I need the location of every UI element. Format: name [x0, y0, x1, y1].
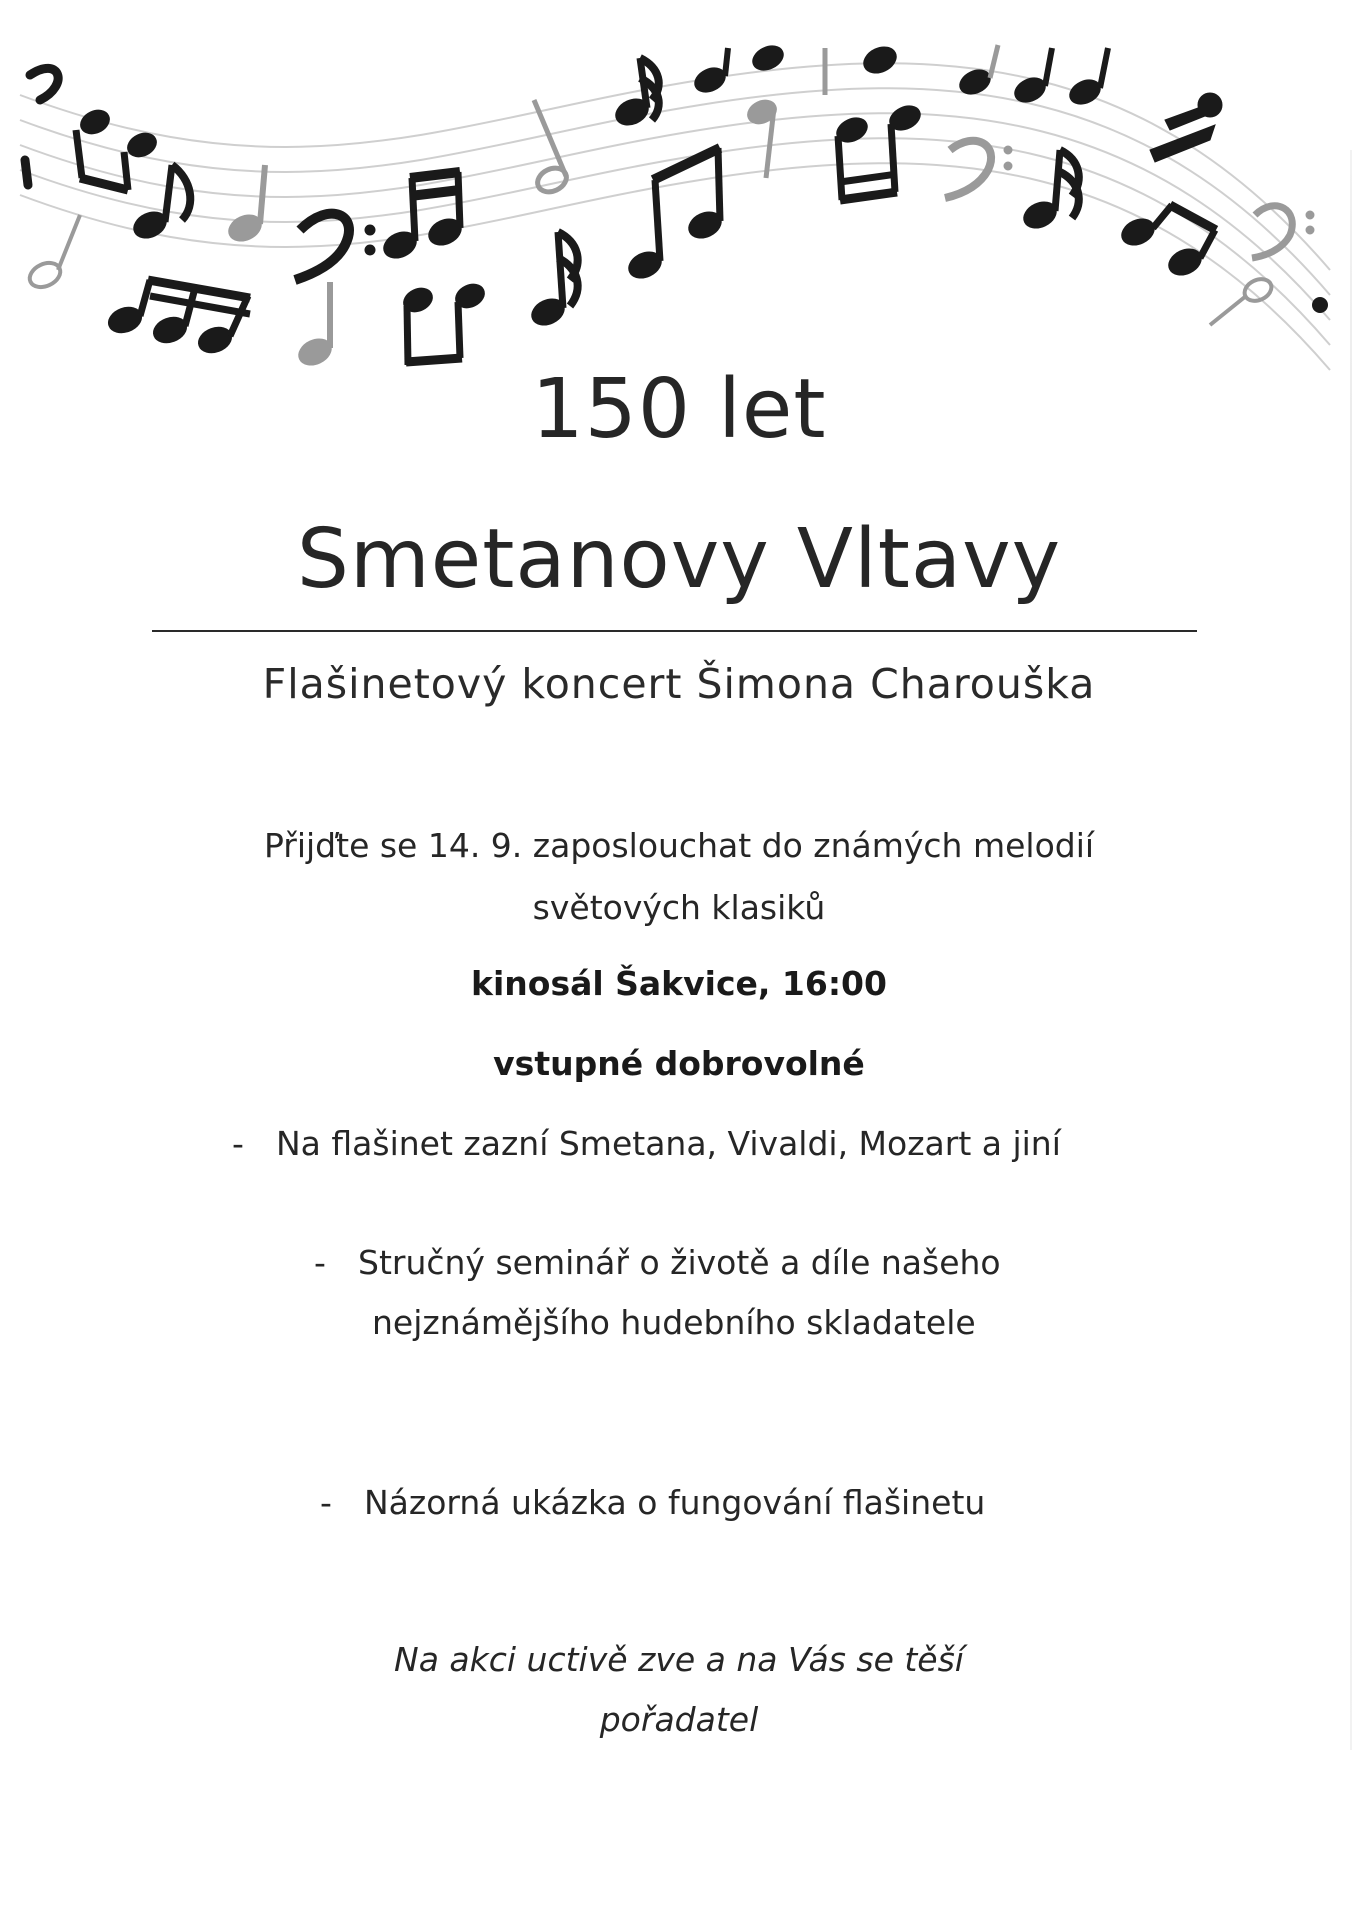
title-line-2: Smetanovy Vltavy	[296, 512, 1062, 607]
bullet-item-program	[232, 1124, 1061, 1163]
sixteenth-note-right-icon	[1020, 150, 1079, 233]
bullet-text: Na flašinet zazní Smetana, Vivaldi, Mozart a jiní	[276, 1124, 1061, 1163]
faded-quarter-note-center-icon	[744, 96, 780, 178]
bullet-item-demonstration	[320, 1483, 985, 1522]
faded-quarter-note-lower-icon	[295, 282, 336, 370]
quarter-notes-upper-right-icon	[956, 45, 1108, 109]
beamed-eighth-notes-center-icon	[625, 148, 726, 283]
music-notes-banner-icon	[0, 0, 1358, 380]
title-divider	[152, 630, 1197, 632]
beamed-notes-right-icon	[833, 101, 924, 200]
admission-note: vstupné dobrovolné	[493, 1044, 865, 1083]
treble-clef-left-icon	[25, 68, 58, 185]
faded-bass-clef-right-icon	[1210, 206, 1314, 325]
bullet-text: Stručný seminář o životě a díle našeho	[358, 1243, 1001, 1282]
faded-whole-note-left-icon	[26, 215, 80, 292]
invitation-line-1: Přijďte se 14. 9. zaposlouchat do známých melodií	[263, 826, 1095, 865]
bullet-dash: -	[232, 1124, 244, 1163]
title-line-1: 150 let	[531, 362, 827, 457]
faded-quarter-note-icon	[225, 165, 266, 246]
beamed-notes-lower-middle-icon	[400, 280, 488, 365]
venue-and-time: kinosál Šakvice, 16:00	[471, 964, 887, 1003]
beamed-notes-lower-left-icon	[105, 280, 250, 357]
note-head-edge-icon	[1312, 297, 1328, 313]
eighth-note-icon	[130, 165, 191, 243]
faded-half-note-icon	[534, 100, 570, 196]
closing-line-2: pořadatel	[599, 1700, 759, 1739]
invitation-line-2: světových klasiků	[532, 888, 826, 927]
bullet-item-seminar	[314, 1243, 1001, 1282]
bullet-item-seminar-continued: nejznámějšího hudebního skladatele	[372, 1303, 976, 1342]
music-staff-lines	[20, 63, 1330, 370]
beamed-notes-far-right-icon	[1118, 205, 1216, 280]
bullet-dash: -	[314, 1243, 326, 1282]
bullet-dash: -	[320, 1483, 332, 1522]
sixteenth-note-icon	[528, 232, 578, 330]
subtitle: Flašinetový koncert Šimona Charouška	[262, 660, 1096, 708]
closing-line-1: Na akci uctivě zve a na Vás se těší	[394, 1640, 964, 1679]
bullet-text: Názorná ukázka o fungování flašinetu	[364, 1483, 986, 1522]
beamed-eighth-notes-icon	[76, 106, 160, 190]
beamed-sixteenth-notes-icon	[380, 172, 466, 263]
